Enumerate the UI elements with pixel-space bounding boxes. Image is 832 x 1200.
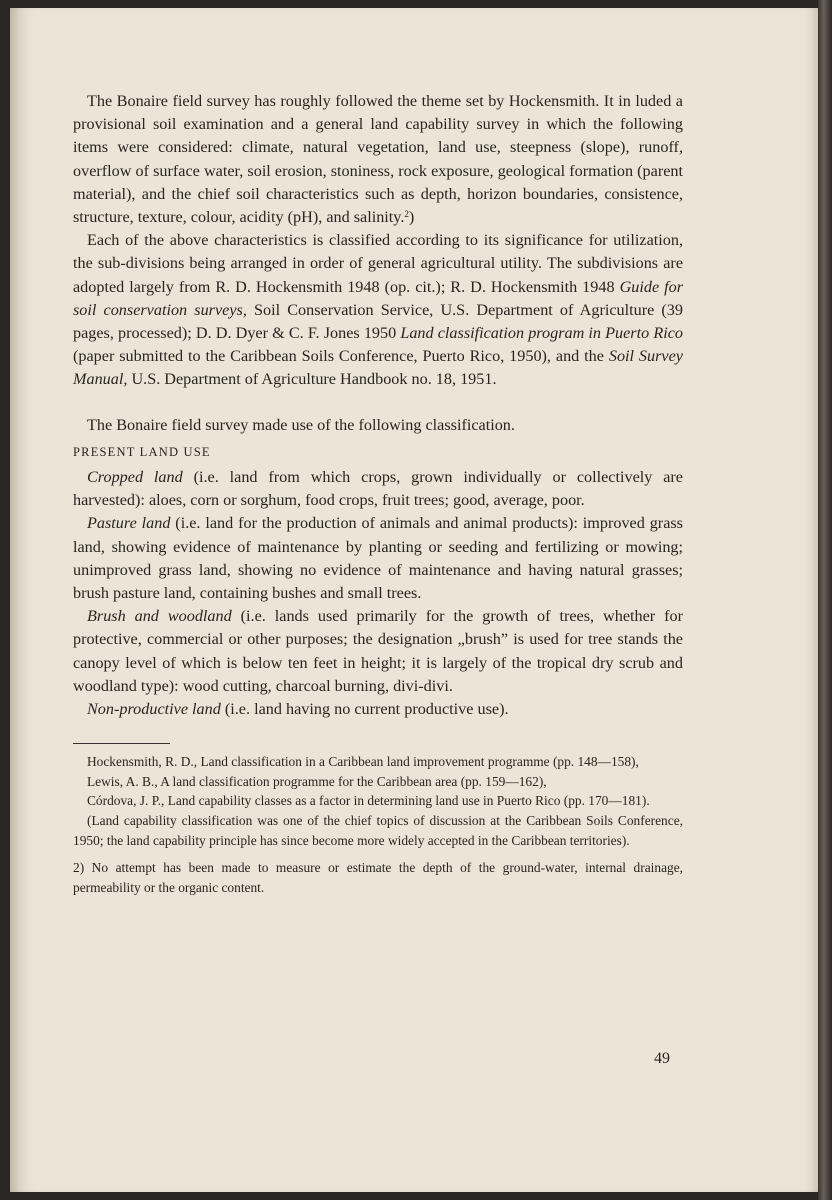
footnote-2-mark: 2) [73, 860, 85, 876]
footnote-2: 2) No attempt has been made to measure or estimate the depth of the ground-water, internal drainage, permeability or the organic content. [73, 860, 683, 895]
item-brush-woodland: Brush and woodland (i.e. lands used primarily for the growth of trees, whether for protective, commercial or other purposes; the designation „brush” is used for tree stands the canopy level of which is below ten feet in height; it is largely of the tropical dry scrub and woodland type): wood cutting, charcoal burning, divi-divi. [73, 607, 683, 695]
item-non-productive-land: Non-productive land (i.e. land having no current productive use). [87, 700, 509, 719]
page-number: 49 [654, 1050, 670, 1067]
book-edge [818, 0, 832, 1200]
paragraph-classification-intro: The Bonaire field survey made use of the following classification. [87, 415, 515, 434]
paragraph-survey-theme: The Bonaire field survey has roughly followed the theme set by Hockensmith. It in luded a provisional soil examination and a general land capability survey in which the following items were considered: climate, natural vegetation, land use, steepness (slope), runoff, overflow of surface water, soil erosion, stoniness, rock exposure, geological formation (parent material), and the chief soil characteristics such as depth, horizon boundaries, consistence, structure, texture, colour, acidity (pH), and salinity.$^2$) [73, 92, 683, 227]
footnote-cordova: Córdova, J. P., Land capability classes as a factor in determining land use in Puerto Rico (pp. 170—181). [87, 793, 650, 809]
footnote-divider [73, 743, 170, 744]
footnote-ref: 2 [404, 209, 409, 220]
body-text [73, 90, 683, 897]
footnote-lewis: Lewis, A. B., A land classification programme for the Caribbean area (pp. 159—162), [87, 773, 547, 789]
footnote-hockensmith: Hockensmith, R. D., Land classification in a Caribbean land improvement programme (pp. 148—158), [87, 754, 639, 770]
item-pasture-land: Pasture land (i.e. land for the production of animals and animal products): improved grass land, showing evidence of maintenance by planting or seeding and fertilizing or mowing; unimproved grass land, showing no evidence of maintenance and having natural grasses; brush pasture land, containing bushes and small trees. [73, 514, 683, 603]
footnotes [73, 752, 683, 897]
section-heading: PRESENT LAND USE [73, 444, 211, 459]
footnote-conference-note: (Land capability classification was one of the chief topics of discussion at the Caribbean Soils Conference, 1950; the land capability principle has since become more widely accepted in the Caribbean territories). [73, 813, 683, 848]
item-cropped-land: Cropped land (i.e. land from which crops, grown individually or collectively are harvested): aloes, corn or sorghum, food crops, fruit trees; good, average, poor. [73, 468, 683, 510]
paragraph-subdivisions: Each of the above characteristics is classified according to its significance for utilization, the sub-divisions being arranged in order of general agricultural utility. The subdivisions are adopted largely from R. D. Hockensmith 1948 (op. cit.); R. D. Hockensmith 1948 Guide for soil conservation surveys, Soil Conservation Service, U.S. Department of Agriculture (39 pages, processed); D. D. Dyer & C. F. Jones 1950 Land classification program in Puerto Rico (paper submitted to the Caribbean Soils Conference, Puerto Rico, 1950), and the Soil Survey Manual, U.S. Department of Agriculture Handbook no. 18, 1951. [73, 231, 684, 389]
